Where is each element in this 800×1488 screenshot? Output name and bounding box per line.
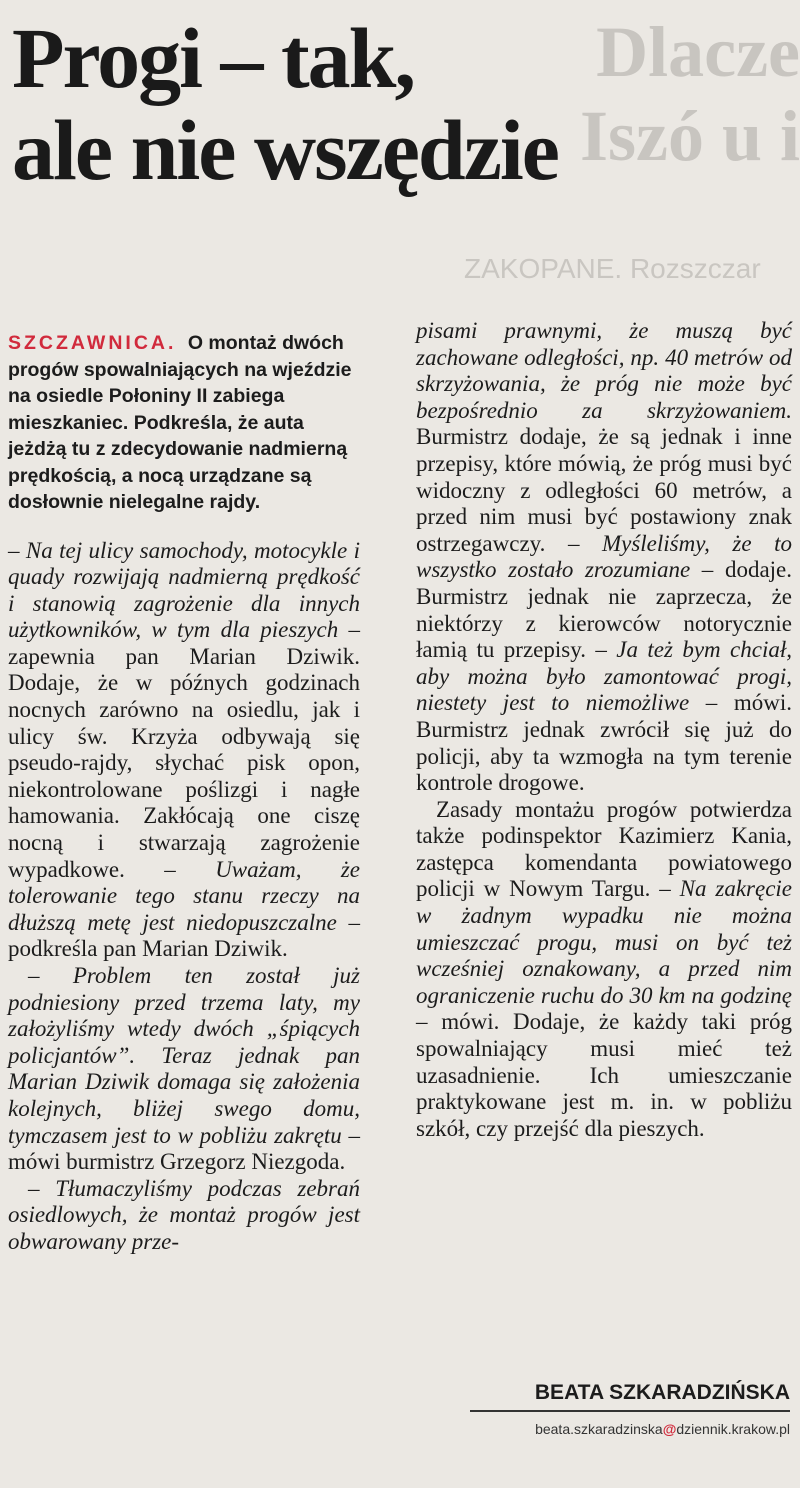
quote: pisami prawnymi, że muszą być zachowane odległości, np. 40 metrów od skrzyżowania, że próg nie może być bezpośrednio za skrzyżowaniem.: [416, 318, 792, 423]
body-text: Burmistrz dodaje, że są jednak i inne przepisy, które mówią, że próg musi być widoczny z odległości 60 metrów, a przed nim musi być postawiony znak ostrzegawczy.: [416, 424, 792, 556]
quote: – Ja też bym chciał, aby można było zamontować progi, niestety jest to niemożliwe: [416, 637, 792, 716]
email-user: beata.szkaradzinska: [535, 1421, 663, 1437]
faded-adjacent-text: ZAKOPANE. Rozszczar: [464, 253, 761, 284]
lead-text: O montaż dwóch progów spowalniających na wjeździe na osiedle Połoniny II zabiega mieszkaniec. Podkreśla, że auta jeżdżą tu z zdecydowanie nadmierną prędkością, a nocą urządzane są dosłownie nielegalne rajdy.: [8, 332, 352, 513]
body-text: – mówi. Dodaje, że każdy taki próg spowalniający musi mieć też uzasadnienie. Ich umieszczanie praktykowane jest m. in. w pobliżu szkół, czy przejść dla pieszych.: [416, 1009, 792, 1141]
author-byline: BEATA SZKARADZIŃSKA: [470, 1376, 790, 1412]
body-paragraph: [416, 318, 792, 797]
quote: – Na zakręcie w żadnym wypadku nie można umieszczać progu, musi on być też wcześniej oznakowany, a przed nim ograniczenie ruchu do 30 km na godzinę: [416, 876, 793, 1008]
body-paragraph: [8, 1176, 360, 1256]
body-text: – podkreśla pan Marian Dziwik.: [8, 909, 361, 962]
article-column-left: [8, 330, 360, 1256]
faded-adjacent-headline: Dlacze Iszó u i: [579, 12, 800, 176]
email-at-sign: @: [662, 1421, 677, 1437]
quote: – Tłumaczyliśmy podczas zebrań osiedlowych, że montaż progów jest obwarowany prze-: [8, 1175, 360, 1254]
lead-paragraph: [8, 330, 360, 516]
headline-line-2: ale nie wszędzie: [12, 102, 558, 198]
headline: [12, 12, 772, 196]
quote: – Na tej ulicy samochody, motocykle i quady rozwijają nadmierną prędkość i stanowią zagrożenie dla innych użytkowników, w tym dla pieszych: [8, 537, 360, 643]
author-email[interactable]: [470, 1418, 790, 1440]
body-text: Zasady montażu progów potwierdza także podinspektor Kazimierz Kania, zastępca komendanta powiatowego policji w Nowym Targu.: [416, 796, 792, 902]
body-text: – dodaje. Burmistrz jednak nie zaprzecza, że niektórzy z kierowców notorycznie łamią tu przepisy.: [416, 557, 793, 663]
quote: – Uważam, że tolerowanie tego stanu rzeczy na dłuższą metę jest niedopuszczalne: [8, 856, 361, 935]
dateline: SZCZAWNICA.: [8, 332, 177, 354]
body-paragraph: [8, 538, 360, 964]
body-text: – zapewnia pan Marian Dziwik. Dodaje, że w późnych godzinach nocnych zarówno na osiedlu, jak i ulicy św. Krzyża odbywają się pseudo-rajdy, słychać pisk opon, niekontrolowane poślizgi i nagłe hamowania. Zakłócają one ciszę nocną i stwarzają zagrożenie wypadkowe.: [8, 617, 360, 882]
quote: – Problem ten został już podniesiony przed trzema laty, my założyliśmy wtedy dwóch „śpiących policjantów”. Teraz jednak pan Marian Dziwik domaga się założenia kolejnych, bliżej swego domu, tymczasem jest to w pobliżu zakrętu: [8, 963, 360, 1148]
headline-line-1: Progi – tak,: [12, 10, 415, 106]
body-paragraph: [8, 963, 360, 1176]
article-column-right: [416, 318, 792, 1142]
body-paragraph: [416, 797, 792, 1143]
body-text: – mówi burmistrz Grzegorz Niezgoda.: [8, 1122, 361, 1175]
quote: – Myśleliśmy, że to wszystko zostało zrozumiane: [416, 530, 792, 583]
email-domain: dziennik.krakow.pl: [676, 1421, 790, 1437]
body-text: – mówi. Burmistrz jednak zwrócił się już do policji, aby ta wzmogła na tym terenie kontrole drogowe.: [416, 690, 792, 796]
